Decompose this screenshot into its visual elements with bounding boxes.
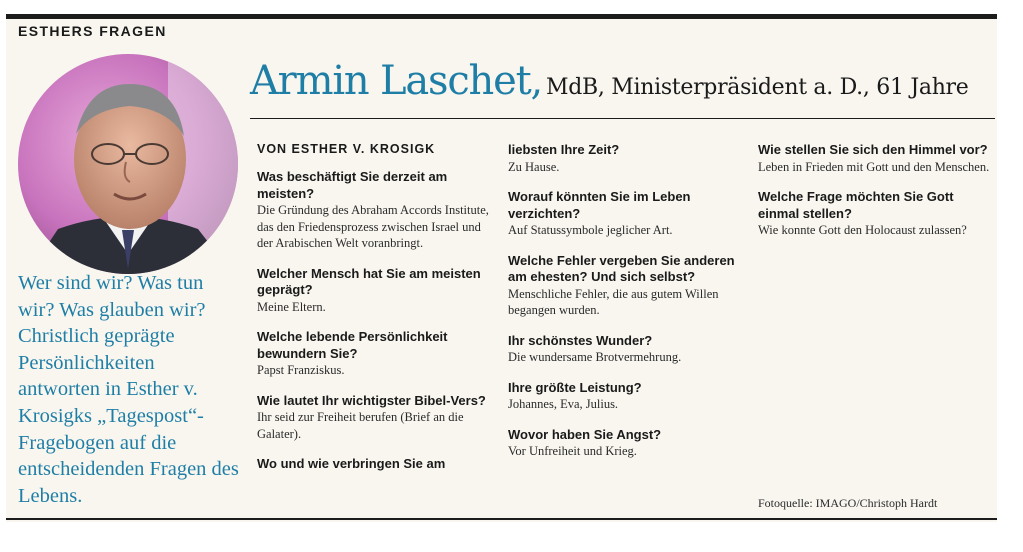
- column-3: [758, 142, 990, 239]
- question: Welche Fehler vergeben Sie anderen am ehesten? Und sich selbst?: [508, 252, 735, 284]
- answer: Leben in Frieden mit Gott und den Menschen.: [758, 159, 990, 174]
- answer: Meine Eltern.: [257, 299, 326, 314]
- question: Wo und wie verbringen Sie am: [257, 456, 446, 471]
- question: Welche lebende Persönlichkeit bewundern Sie?: [257, 329, 448, 361]
- section-label: ESTHERS FRAGEN: [18, 23, 167, 39]
- headline-subtitle: MdB, Ministerpräsident a. D., 61 Jahre: [545, 75, 969, 100]
- question: Was beschäftigt Sie derzeit am meisten?: [257, 169, 448, 201]
- headline-name: Armin Laschet,: [250, 58, 542, 104]
- question: Ihr schönstes Wunder?: [508, 332, 653, 348]
- question: Ihre größte Leistung?: [508, 379, 642, 395]
- question: Welcher Mensch hat Sie am meisten geprägt?: [257, 265, 481, 297]
- byline: VON ESTHER V. KROSIGK: [257, 142, 436, 156]
- column-1: [257, 142, 495, 473]
- answer: Zu Hause.: [508, 159, 560, 174]
- headline: [250, 58, 969, 104]
- question: Wie lautet Ihr wichtigster Bibel-Vers?: [257, 392, 486, 408]
- answer: Wie konnte Gott den Holocaust zulassen?: [758, 223, 967, 237]
- headline-rule: [250, 118, 995, 119]
- answer: Vor Unfreiheit und Krieg.: [508, 444, 637, 458]
- question: Wovor haben Sie Angst?: [508, 426, 662, 442]
- question: Worauf könnten Sie im Leben verzichten?: [508, 189, 691, 221]
- photo-credit: Fotoquelle: IMAGO/Christoph Hardt: [758, 496, 938, 510]
- question: Welche Frage möchten Sie Gott einmal stellen?: [758, 189, 954, 221]
- answer: Papst Franziskus.: [257, 363, 345, 377]
- answer: Die Gründung des Abraham Accords Institute, das den Friedensprozess zwischen Israel und der Arabischen Welt voranbringt.: [257, 203, 489, 250]
- answer: Die wundersame Brotvermehrung.: [508, 350, 682, 364]
- bottom-rule: [6, 518, 997, 520]
- answer: Ihr seid zur Freiheit berufen (Brief an die Galater).: [257, 410, 464, 441]
- question: Wie stellen Sie sich den Himmel vor?: [758, 142, 988, 157]
- question-continued: liebsten Ihre Zeit?: [508, 142, 620, 157]
- answer: Johannes, Eva, Julius.: [508, 397, 619, 411]
- portrait-photo: [18, 54, 238, 274]
- intro-text: Wer sind wir? Was tun wir? Was glauben wir? Christlich geprägte Persönlichkeiten antworten in Esther v. Krosigks „Tagespost“-Fragebogen auf die entscheidenden Fragen des Lebens.: [18, 272, 239, 507]
- column-2: [508, 142, 744, 460]
- answer: Auf Statussymbole jeglicher Art.: [508, 223, 673, 237]
- answer: Menschliche Fehler, die aus gutem Willen begangen wurden.: [508, 286, 719, 317]
- top-rule: [6, 14, 997, 19]
